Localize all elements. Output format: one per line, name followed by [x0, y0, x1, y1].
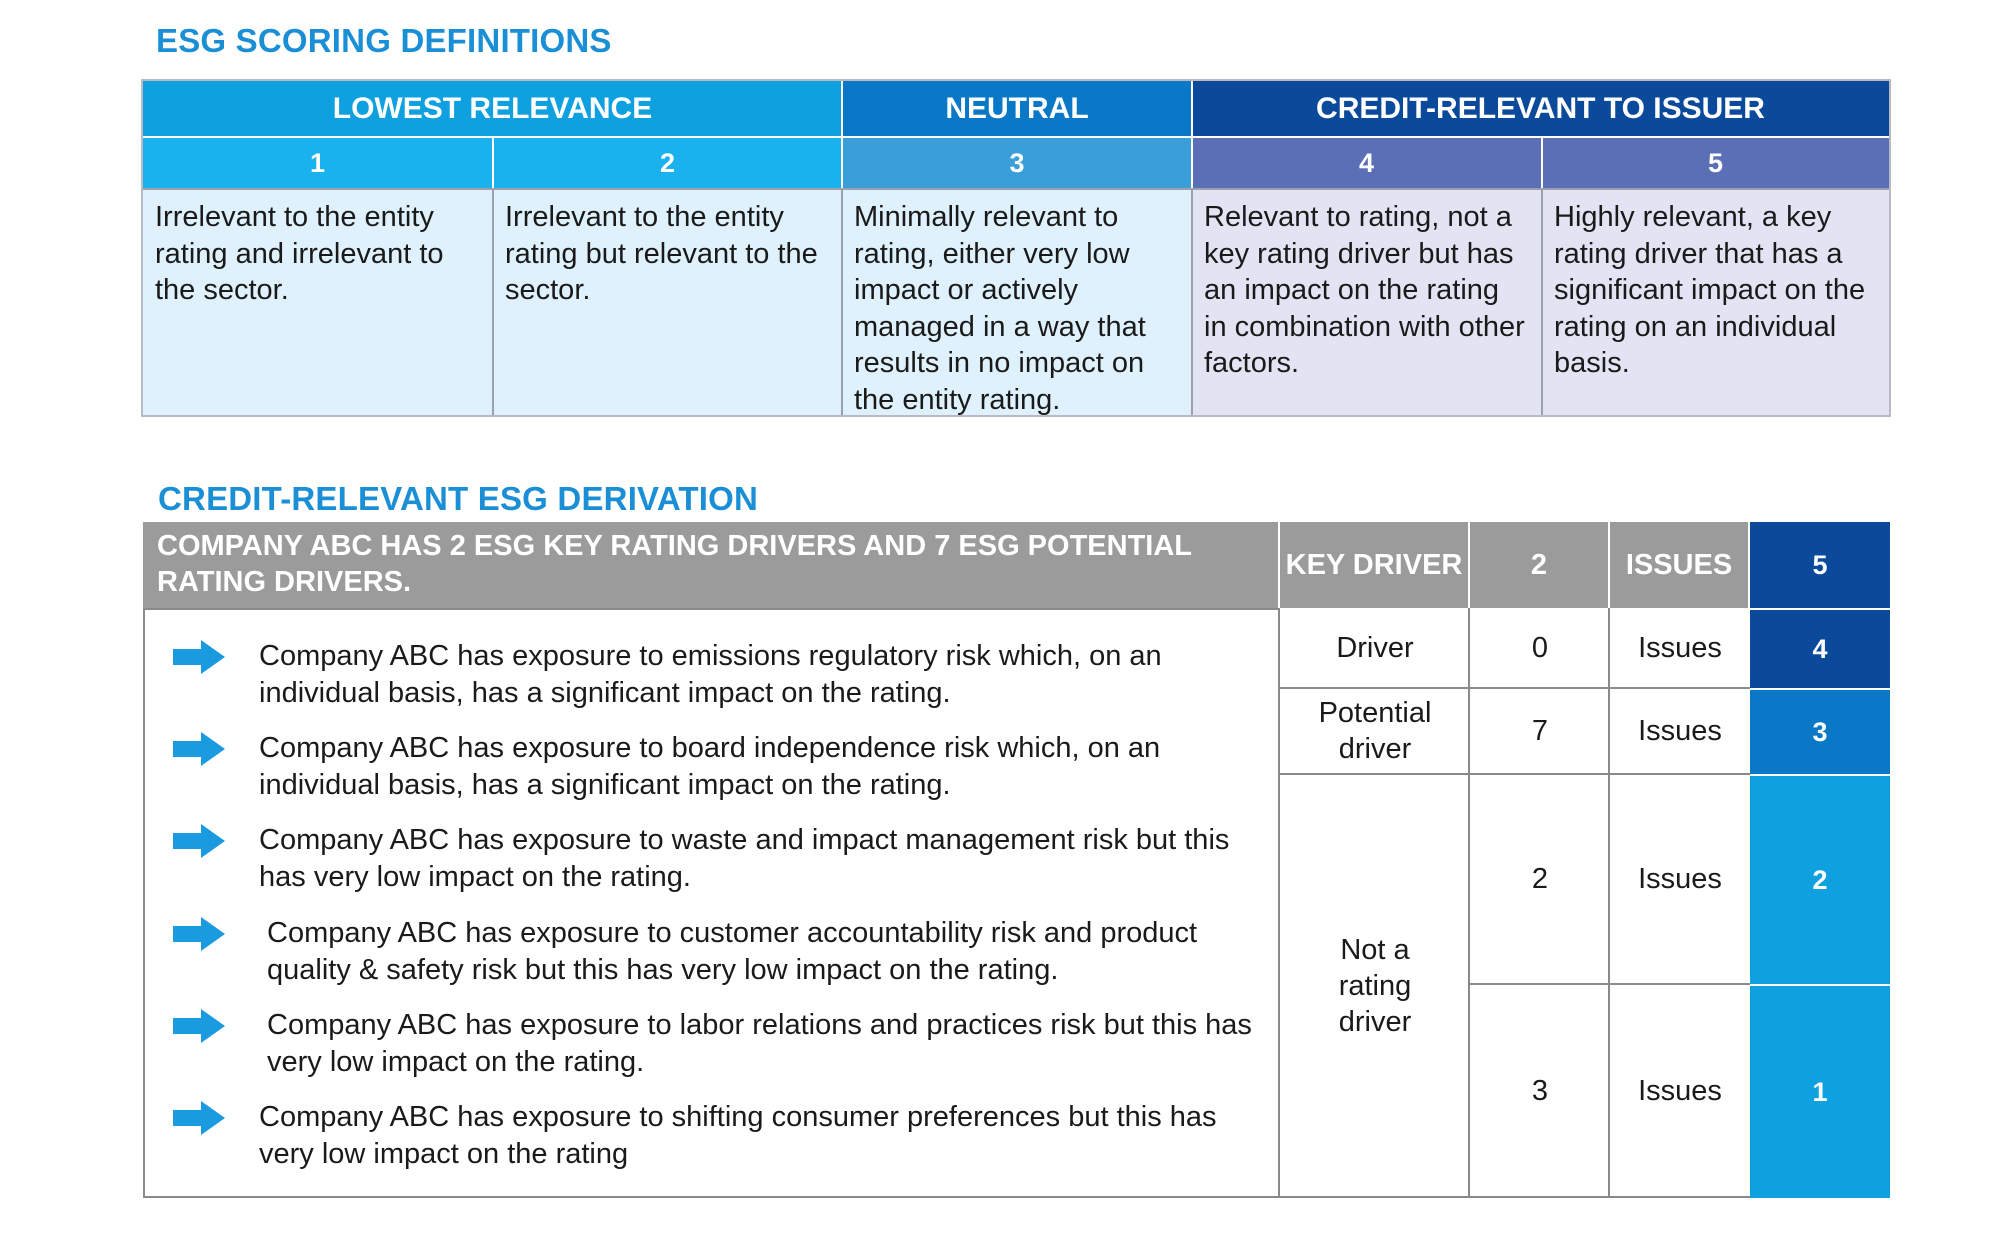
not-a-driver-cell: Not a rating driver	[1338, 934, 1412, 1038]
score-4-cell: 4	[1750, 610, 1890, 688]
arrow-right-icon	[173, 1101, 225, 1135]
definition-5: Highly relevant, a key rating driver that has a significant impact on the rating on an individual basis.	[1542, 189, 1889, 415]
count-cell: 7	[1531, 715, 1549, 747]
divider	[1278, 687, 1750, 689]
score-3-cell: 3	[1750, 690, 1890, 774]
bullet-text: Company ABC has exposure to shifting consumer preferences but this has very low impact on the rating	[259, 1101, 1217, 1170]
divider	[143, 608, 1278, 610]
arrow-right-icon	[173, 1009, 225, 1043]
scoring-definitions-title: ESG SCORING DEFINITIONS	[156, 22, 612, 59]
bullet-text: Company ABC has exposure to waste and impact management risk but this has very low impact on the rating.	[259, 824, 1230, 893]
definition-2: Irrelevant to the entity rating but relevant to the sector.	[493, 189, 842, 415]
derivation-header: COMPANY ABC HAS 2 ESG KEY RATING DRIVERS AND 7 ESG POTENTIAL RATING DRIVERS.	[143, 522, 1278, 608]
score-header-3: 3	[842, 137, 1192, 189]
divider	[143, 136, 1889, 138]
score-header-1: 1	[143, 137, 492, 189]
definition-4: Relevant to rating, not a key rating driver but has an impact on the rating in combination with other factors.	[1192, 189, 1541, 415]
bullet-text: Company ABC has exposure to labor relations and practices risk but this has very low impact on the rating.	[267, 1009, 1252, 1078]
divider	[1278, 773, 1750, 775]
list-item	[173, 915, 1267, 988]
bullet-text: Company ABC has exposure to board independence risk which, on an individual basis, has a significant impact on the rating.	[259, 732, 1161, 801]
divider	[143, 188, 1889, 190]
divider	[841, 189, 843, 415]
issues-header: ISSUES	[1610, 522, 1748, 608]
derivation-title: CREDIT-RELEVANT ESG DERIVATION	[158, 480, 759, 517]
divider	[492, 189, 494, 415]
count-cell: 2	[1531, 863, 1549, 895]
divider	[1191, 189, 1193, 415]
scoring-definitions-table	[141, 79, 1891, 417]
count-header: 2	[1470, 522, 1608, 608]
issues-cell: Issues	[1638, 1075, 1722, 1107]
definition-3: Minimally relevant to rating, either very low impact or actively managed in a way that results in no impact on the entity rating.	[842, 189, 1192, 415]
divider	[1468, 983, 1750, 985]
count-cell: 3	[1531, 1075, 1549, 1107]
score-header-4: 4	[1192, 137, 1541, 189]
bullet-text: Company ABC has exposure to emissions regulatory risk which, on an individual basis, has a significant impact on the rating.	[259, 640, 1162, 709]
definition-1: Irrelevant to the entity rating and irrelevant to the sector.	[143, 189, 492, 415]
divider	[1541, 189, 1543, 415]
divider	[1278, 608, 1280, 1198]
arrow-right-icon	[173, 640, 225, 674]
score-header-2: 2	[493, 137, 842, 189]
list-item	[173, 638, 1259, 711]
arrow-right-icon	[173, 824, 225, 858]
score-5-cell: 5	[1750, 522, 1890, 608]
list-item	[173, 1007, 1267, 1080]
bullet-text: Company ABC has exposure to customer accountability risk and product quality & safety risk but this has very low impact on the rating.	[267, 917, 1198, 986]
issues-cell: Issues	[1638, 632, 1722, 664]
arrow-right-icon	[173, 732, 225, 766]
group-header-neutral: NEUTRAL	[842, 81, 1192, 137]
count-cell: 0	[1531, 632, 1549, 664]
driver-cell: Driver	[1336, 632, 1414, 664]
score-header-5: 5	[1542, 137, 1889, 189]
issues-cell: Issues	[1638, 715, 1722, 747]
group-header-credit-relevant: CREDIT-RELEVANT TO ISSUER	[1192, 81, 1889, 137]
divider	[1608, 608, 1610, 1198]
group-header-lowest: LOWEST RELEVANCE	[143, 81, 842, 137]
key-driver-header: KEY DRIVER	[1280, 522, 1468, 608]
score-1-cell: 1	[1750, 986, 1890, 1198]
score-2-cell: 2	[1750, 776, 1890, 984]
list-item	[173, 730, 1259, 803]
issues-cell: Issues	[1638, 863, 1722, 895]
list-item	[173, 822, 1259, 895]
divider	[1278, 1196, 1750, 1198]
list-item	[173, 1099, 1259, 1172]
divider	[1468, 608, 1470, 1198]
arrow-right-icon	[173, 917, 225, 951]
potential-driver-cell: Potential driver	[1318, 697, 1432, 765]
